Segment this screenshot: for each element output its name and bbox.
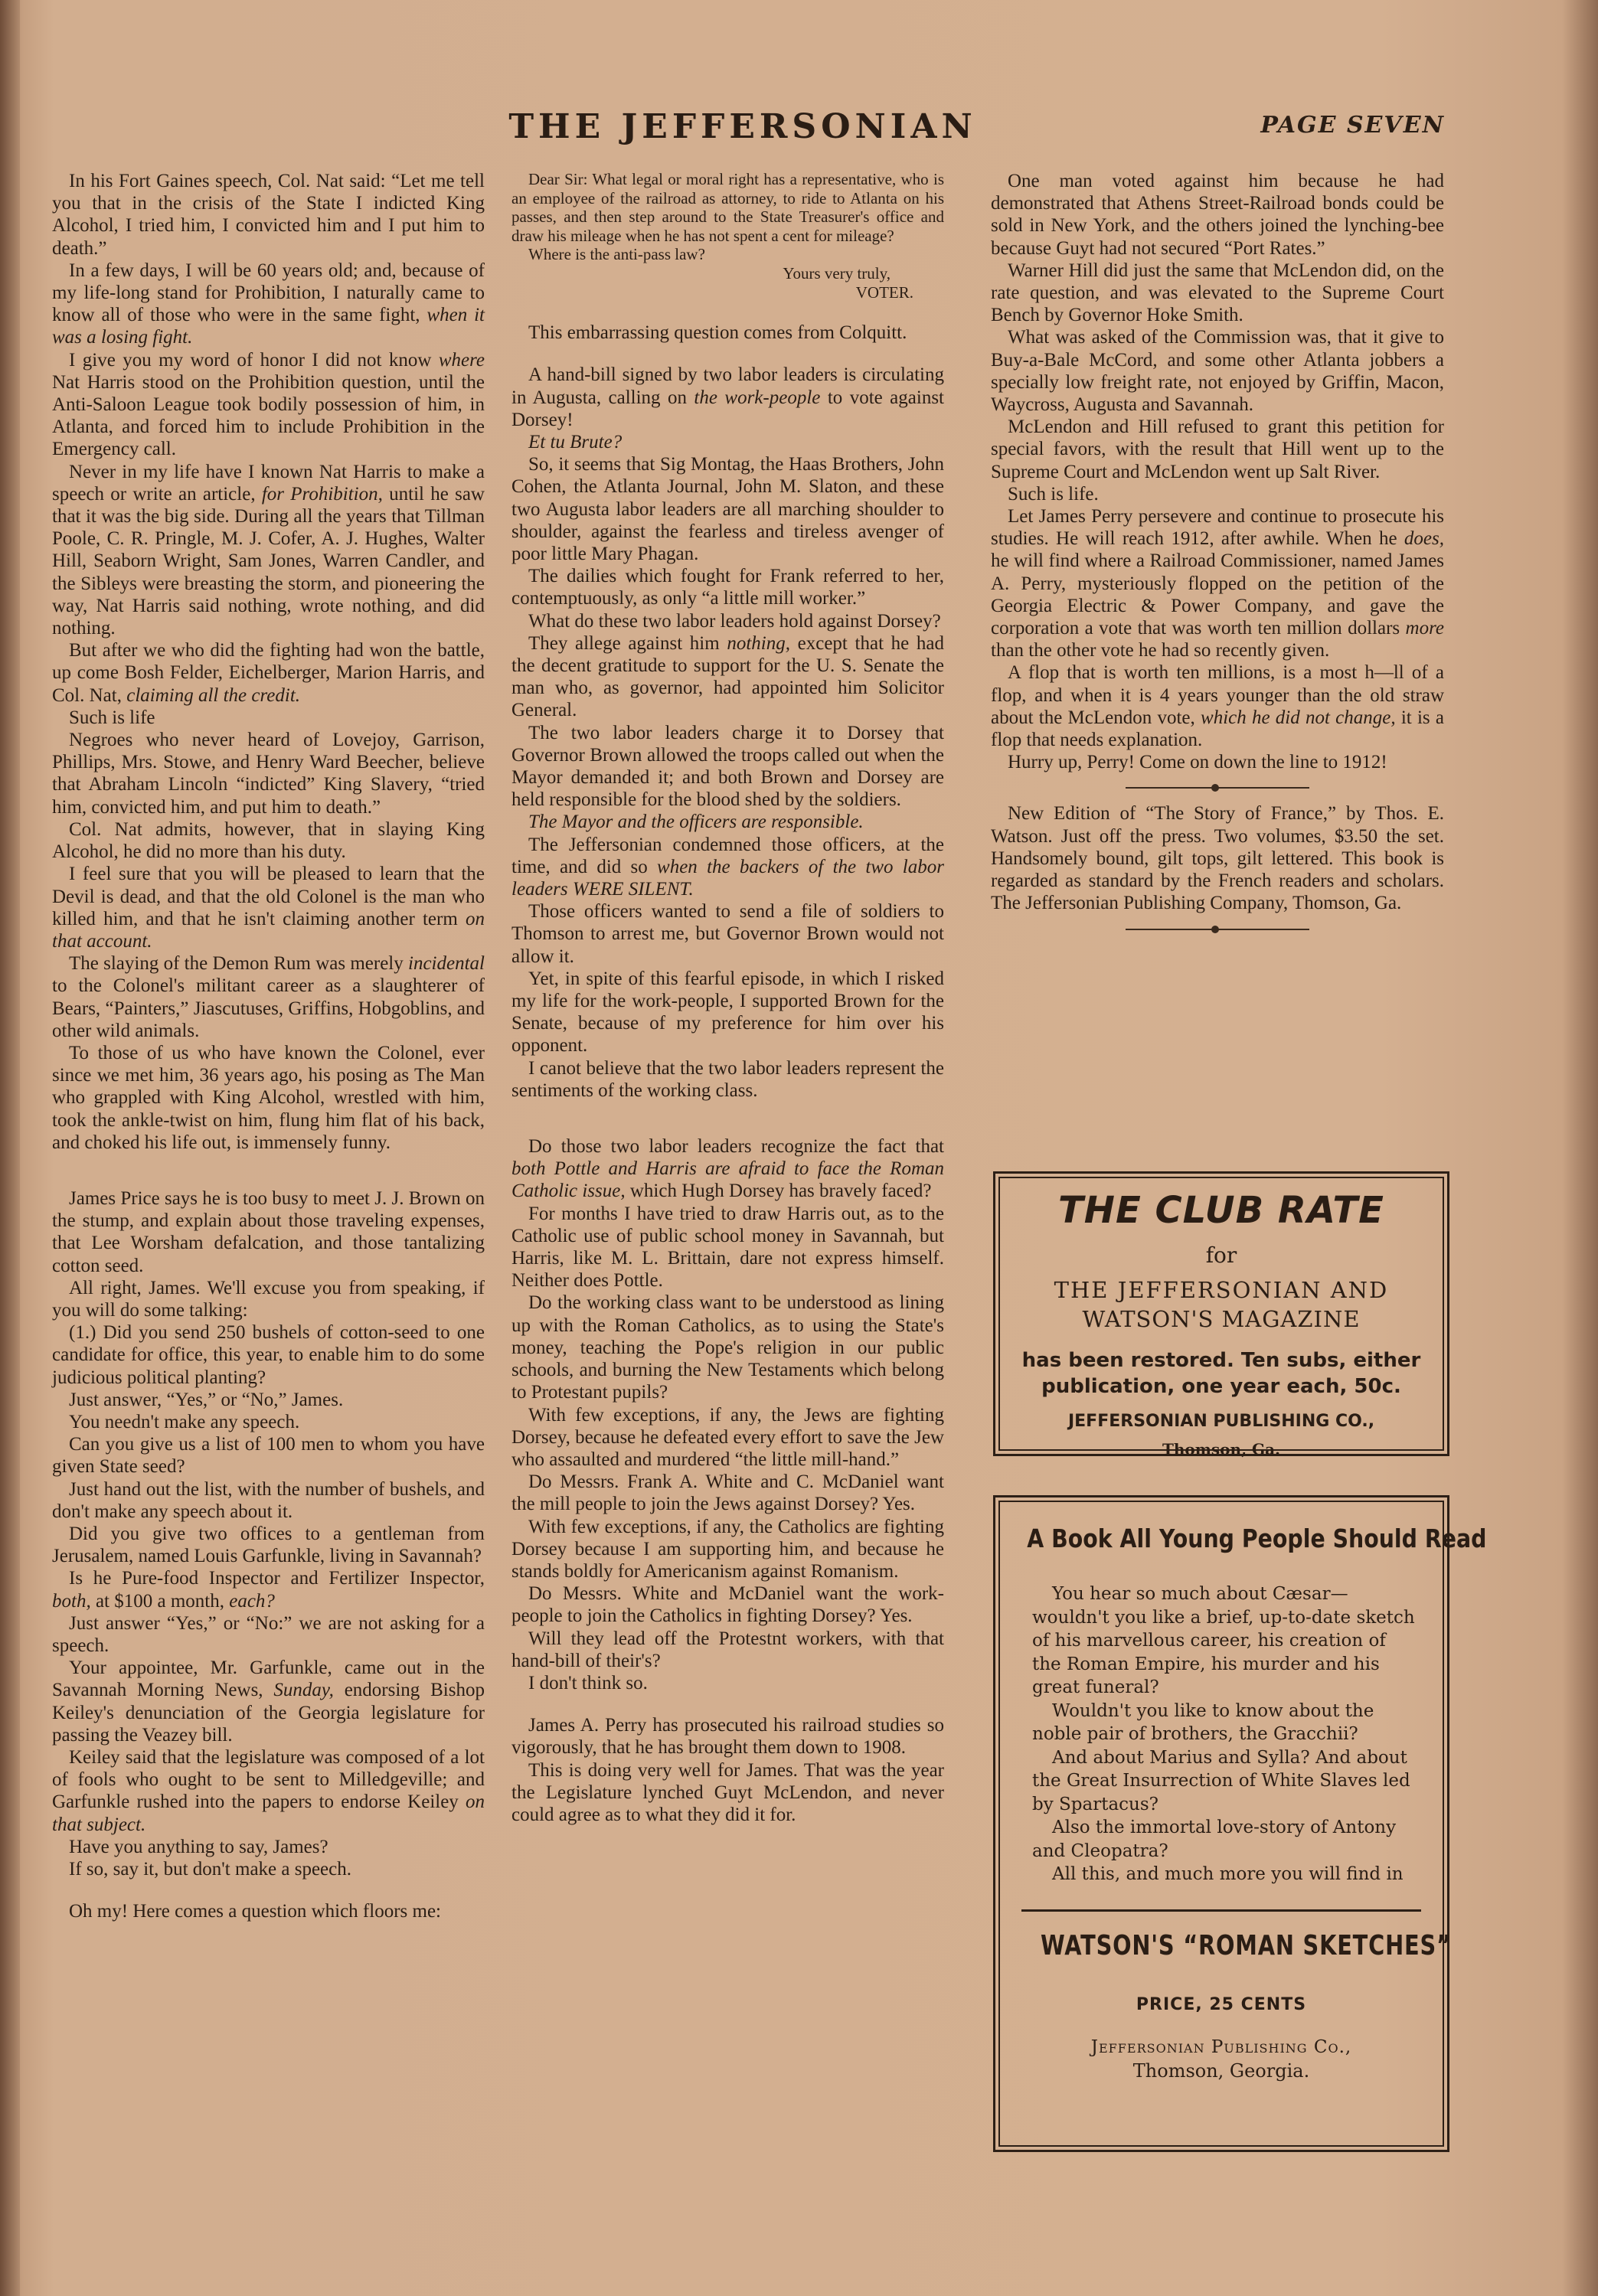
- text-run: Just answer “Yes,” or “No:” we are not asking for a speech.: [52, 1612, 485, 1656]
- text-run: Do Messrs. Frank A. White and C. McDaniel want the mill people to join the Jews against Dorsey? Yes.: [511, 1471, 944, 1515]
- masthead-title: THE JEFFERSONIAN: [508, 107, 977, 146]
- text-run: Let James Perry persevere and continue to prosecute his studies. He will reach 1912, after awhile. When he: [991, 506, 1444, 550]
- text-run: But after we who did the fighting had won the battle, up come Bosh Felder, Eichelberger, Marion Harris, and Col. Nat,: [52, 640, 485, 706]
- italic-text: both,: [52, 1590, 91, 1612]
- italic-text: for Prohibition,: [261, 483, 383, 505]
- italic-text: each?: [229, 1590, 275, 1612]
- article-paragraph: [511, 968, 944, 1057]
- text-run: A flop that is worth ten millions, is a most h—ll of a flop, and when it is 4 years younger than the old straw about the McLendon vote,: [991, 662, 1444, 728]
- club-rate-publisher: JEFFERSONIAN PUBLISHING CO.,: [1067, 1412, 1375, 1431]
- club-rate-publication-2: WATSON'S MAGAZINE: [1082, 1306, 1361, 1332]
- text-run: he will find where a Railroad Commissioner, named James A. Perry, mysteriously flopped on the petition of the Georgia Electric & Power Company, and gave the corporation a vote that was worth ten million dollars: [991, 550, 1444, 639]
- text-run: until he saw that it was the big side. During all the years that Tillman Poole, C. R. Pringle, M. J. Cofer, A. J. Hughes, Walter Hill, Seaborn Wright, Sam Jones, Warren Candler, and the Sibleys were breasting the storm, and pioneering the way, Nat Harris said nothing, wrote nothing, and did nothing.: [52, 483, 485, 639]
- text-run: Have you anything to say, James?: [69, 1836, 328, 1857]
- club-rate-title: THE CLUB RATE: [1058, 1189, 1384, 1232]
- article-paragraph: [511, 322, 944, 344]
- article-paragraph: [52, 1411, 485, 1433]
- article-paragraph: [52, 349, 485, 461]
- article-paragraph: [52, 1187, 485, 1277]
- article-paragraph: [52, 170, 485, 260]
- article-paragraph: [52, 1389, 485, 1411]
- text-run: You needn't make any speech.: [69, 1411, 300, 1432]
- text-run: I don't think so.: [528, 1672, 648, 1693]
- text-run: Hurry up, Perry! Come on down the line to 1912!: [1008, 752, 1387, 773]
- text-run: Your appointee, Mr. Garfunkle, came out in the Savannah Morning News,: [52, 1657, 485, 1701]
- text-run: than the other vote he had so recently given.: [991, 640, 1330, 661]
- article-paragraph: [511, 1714, 944, 1759]
- club-rate-for: for: [1205, 1243, 1237, 1268]
- italic-text: claiming all the credit.: [126, 684, 301, 706]
- text-run: Is he Pure-food Inspector and Fertilizer Inspector,: [69, 1568, 485, 1589]
- book-ad-rule: [1021, 1909, 1421, 1912]
- text-run: except that he had the decent gratitude to support for the U. S. Senate the man who, as governor, had appointed him Solicitor General.: [511, 632, 944, 721]
- italic-text: on that account.: [52, 908, 485, 952]
- text-run: Do Messrs. White and McDaniel want the work-people to join the Catholics in fighting Dorsey? Yes.: [511, 1583, 944, 1627]
- article-paragraph: [991, 505, 1444, 661]
- roman-sketches-advertisement: [993, 1495, 1487, 2152]
- article-paragraph: [511, 1404, 944, 1471]
- article-paragraph: [511, 1057, 944, 1102]
- text-run: With few exceptions, if any, the Jews are fighting Dorsey, because he defeated every effort to save the Jew who assaulted and murdered “the little mill-hand.”: [511, 1404, 944, 1470]
- text-run: The two labor leaders charge it to Dorsey that Governor Brown allowed the troops called out when the Mayor demanded it; and both Brown and Dorsey are held responsible for the blood shed by the soldiers.: [511, 722, 944, 811]
- column-1: [52, 170, 485, 1922]
- article-paragraph: [511, 1672, 944, 1694]
- club-rate-advertisement: [993, 1171, 1449, 1456]
- book-ad-paragraph: Wouldn't you like to know about the noble pair of brothers, the Gracchii?: [1032, 1700, 1374, 1744]
- italic-text: on that subject.: [52, 1791, 485, 1835]
- text-run: With few exceptions, if any, the Catholics are fighting Dorsey because I am supporting him, and because he stands boldly for Americanism against Romanism.: [511, 1516, 944, 1582]
- article-paragraph: [511, 431, 944, 453]
- article-paragraph: [52, 639, 485, 707]
- text-run: Just answer, “Yes,” or “No,” James.: [69, 1389, 344, 1410]
- text-run: at $100 a month,: [90, 1590, 230, 1612]
- italic-text: both Pottle and Harris are afraid to face the Roman Catholic issue,: [511, 1158, 944, 1202]
- italic-text: which he did not change,: [1201, 707, 1396, 728]
- article-paragraph: [52, 1042, 485, 1154]
- book-title: WATSON'S “ROMAN SKETCHES”: [1041, 1929, 1452, 1961]
- text-run: This embarrassing question comes from Colquitt.: [528, 322, 907, 344]
- article-paragraph: [52, 1746, 485, 1836]
- text-run: The Jeffersonian condemned those officers, at the time, and did so: [511, 834, 944, 877]
- article-paragraph: [991, 326, 1444, 416]
- article-paragraph: [511, 1203, 944, 1292]
- text-run: to the Colonel's militant career as a slaughterer of Bears, “Painters,” Jiascutuses, Griffins, Hobgoblins, and other wild animals.: [52, 975, 485, 1041]
- text-run: Will they lead off the Protestnt workers, with that hand-bill of their's?: [511, 1628, 944, 1671]
- book-ad-paragraph: You hear so much about Cæsar—wouldn't you like a brief, up-to-date sketch of his marvellous career, his creation of the Roman Empire, his murder and his great funeral?: [1032, 1584, 1415, 1697]
- article-paragraph: [511, 632, 944, 722]
- book-ad-paragraph: And about Marius and Sylla? And about the Great Insurrection of White Slaves led by Spartacus?: [1032, 1747, 1410, 1814]
- article-paragraph: [511, 834, 944, 901]
- text-run: One man voted against him because he had demonstrated that Athens Street-Railroad bonds could be sold in New York, and the others joined the lynching-bee because Guyt had not secured “Port Rates.”: [991, 171, 1444, 259]
- article-paragraph: [52, 1433, 485, 1478]
- article-paragraph: [52, 1657, 485, 1746]
- text-run: endorsing Bishop Keiley's denunciation of the Georgia legislature for passing the Veazey bill.: [52, 1680, 485, 1746]
- separator-rule: [1126, 929, 1309, 930]
- text-run: McLendon and Hill refused to grant this petition for special favors, with the result that Hill went up to the Supreme Court and McLendon went up Salt River.: [991, 416, 1444, 482]
- club-rate-publication-1: THE JEFFERSONIAN AND: [1054, 1277, 1389, 1303]
- column-2-articles: [511, 322, 944, 1826]
- article-paragraph: [52, 461, 485, 640]
- binding-edge: [0, 0, 20, 2296]
- text-run: Nat Harris stood on the Prohibition question, until the Anti-Saloon League took bodily possession of him, in Atlanta, and forced him to include Prohibition in the Emergency call.: [52, 371, 485, 460]
- article-paragraph: [511, 1759, 944, 1827]
- text-run: What do these two labor leaders hold against Dorsey?: [528, 610, 941, 632]
- text-run: This is doing very well for James. That was the year the Legislature lynched Guyt McLendon, and never could agree as to what they did it for.: [511, 1759, 944, 1825]
- text-run: A hand-bill signed by two labor leaders is circulating in Augusta, calling on: [511, 364, 944, 408]
- text-run: In his Fort Gaines speech, Col. Nat said: “Let me tell you that in the crisis of the State I indicted King Alcohol, I tried him, I convicted him and I put him to death.”: [52, 171, 485, 259]
- book-ad-paragraph: All this, and much more you will find in: [1052, 1864, 1404, 1884]
- club-rate-location: Thomson, Ga.: [1162, 1440, 1280, 1458]
- story-of-france-notice: New Edition of “The Story of France,” by Thos. E. Watson. Just off the press. Two volumes, $3.50 the set. Handsomely bound, gilt tops, gilt lettered. This book is regarded as standard by the French readers and scholars. The Jeffersonian Publishing Company, Thomson, Ga.: [991, 803, 1444, 914]
- text-run: Keiley said that the legislature was composed of a lot of fools who ought to be sent to Milledgeville; and Garfunkle rushed into the papers to endorse Keiley: [52, 1747, 485, 1813]
- page-number: PAGE SEVEN: [1260, 112, 1445, 139]
- reader-letter: [511, 170, 944, 302]
- text-run: So, it seems that Sig Montag, the Haas Brothers, John Cohen, the Atlanta Journal, John M. Slaton, and these two Augusta labor leaders are all marching shoulder to shoulder, against the fearless and tireless avenger of poor little Mary Phagan.: [511, 454, 944, 564]
- article-paragraph: [511, 1582, 944, 1627]
- text-run: which Hugh Dorsey has bravely faced?: [625, 1181, 932, 1202]
- article-paragraph: [52, 1836, 485, 1858]
- book-ad-paragraph: Also the immortal love-story of Antony and Cleopatra?: [1032, 1818, 1397, 1861]
- text-run: Those officers wanted to send a file of soldiers to Thomson to arrest me, but Governor Brown would not allow it.: [511, 901, 944, 967]
- separator-dot: [1211, 926, 1219, 933]
- book-publisher-location: Thomson, Georgia.: [1132, 2059, 1310, 2082]
- column-2: [511, 170, 944, 1826]
- text-run: To those of us who have known the Colonel, ever since we met him, 36 years ago, his posing as The Man who grappled with King Alcohol, wrestled with him, took the ankle-twist on him, flung him flat of his back, and choked his life out, is immensely funny.: [52, 1042, 485, 1153]
- text-run: Yet, in spite of this fearful episode, in which I risked my life for the work-people, I supported Brown for the Senate, because of my preference for him over his opponent.: [511, 968, 944, 1057]
- article-paragraph: [52, 1321, 485, 1389]
- text-run: All right, James. We'll excuse you from speaking, if you will do some talking:: [52, 1277, 485, 1321]
- article-paragraph: [511, 722, 944, 812]
- book-ad-body: [995, 1582, 1447, 1886]
- text-run: Do those two labor leaders recognize the fact that: [528, 1136, 944, 1158]
- article-paragraph: [511, 610, 944, 632]
- article-paragraph: [991, 751, 1444, 773]
- article-paragraph: [52, 1478, 485, 1523]
- article-paragraph: [511, 900, 944, 968]
- text-run: (1.) Did you send 250 bushels of cotton-seed to one candidate for office, this year, to enable him to do some judicious political planting?: [52, 1322, 485, 1388]
- club-rate-offer: has been restored. Ten subs, either publication, one year each, 50c.: [1021, 1349, 1421, 1398]
- book-ad-title: A Book All Young People Should Read: [1027, 1524, 1487, 1553]
- text-run: it is a flop that needs explanation.: [991, 707, 1444, 751]
- article-paragraph: [991, 483, 1444, 505]
- letter-signer: VOTER.: [855, 283, 913, 302]
- article-paragraph: [991, 661, 1444, 751]
- article-paragraph: [511, 1516, 944, 1583]
- article-paragraph: [991, 260, 1444, 327]
- text-run: Col. Nat admits, however, that in slaying King Alcohol, he did no more than his duty.: [52, 818, 485, 863]
- article-paragraph: [52, 1858, 485, 1880]
- italic-text: nothing,: [727, 632, 790, 654]
- text-run: The dailies which fought for Frank referred to her, contemptuously, as only “a little mill worker.”: [511, 566, 944, 609]
- article-paragraph: [511, 565, 944, 609]
- text-run: Just hand out the list, with the number of bushels, and don't make any speech about it.: [52, 1478, 485, 1522]
- article-paragraph: [52, 1523, 485, 1567]
- article-paragraph: [52, 1277, 485, 1321]
- article-paragraph: [511, 1135, 944, 1203]
- text-run: Do the working class want to be understood as lining up with the Roman Catholics, as to using the State's money, teaching the Pope's religion in our public schools, and burning the New Testaments which belong to Protestant pupils?: [511, 1292, 944, 1403]
- italic-text: when the backers of the two labor leaders WERE SILENT.: [511, 856, 944, 900]
- text-run: James Price says he is too busy to meet J. J. Brown on the stump, and explain about those traveling expenses, that Lee Worsham defalcation, and those tantalizing cotton seed.: [52, 1187, 485, 1276]
- text-run: I feel sure that you will be pleased to learn that the Devil is dead, and that the old Colonel is the man who killed him, and that he isn't claiming another term: [52, 864, 485, 929]
- article-paragraph: [52, 818, 485, 863]
- text-run: Can you give us a list of 100 men to whom you have given State seed?: [52, 1434, 485, 1478]
- article-paragraph: [52, 952, 485, 1042]
- article-paragraph: [52, 863, 485, 952]
- text-run: James A. Perry has prosecuted his railroad studies so vigorously, that he has brought them down to 1908.: [511, 1715, 944, 1759]
- letter-body: Dear Sir: What legal or moral right has a representative, who is an employee of the railroad as attorney, to ride to Atlanta on his passes, and then step around to the State Treasurer's office and draw his mileage when he has not spent a cent for mileage?: [511, 170, 944, 245]
- article-paragraph: [52, 707, 485, 729]
- book-price: PRICE, 25 CENTS: [1136, 1994, 1307, 2014]
- text-run: I canot believe that the two labor leaders represent the sentiments of the working class.: [511, 1057, 944, 1101]
- italic-text: The Mayor and the officers are responsible.: [528, 812, 864, 833]
- italic-text: where: [438, 349, 485, 371]
- text-run: Such is life: [69, 707, 155, 728]
- article-paragraph: [511, 1628, 944, 1672]
- text-run: In a few days, I will be 60 years old; and, because of my life-long stand for Prohibition, I naturally came to know all of those who were in the same fight,: [52, 260, 485, 326]
- article-paragraph: [52, 1567, 485, 1612]
- letter-question: Where is the anti-pass law?: [528, 245, 705, 264]
- separator-rule: [1126, 787, 1309, 789]
- text-run: Never in my life have I known Nat Harris to make a speech or write an article,: [52, 461, 485, 505]
- italic-text: the work-people: [694, 387, 821, 408]
- text-run: Did you give two offices to a gentleman from Jerusalem, named Louis Garfunkle, living in Savannah?: [52, 1523, 485, 1567]
- column-3: [991, 170, 1444, 944]
- text-run: For months I have tried to draw Harris out, as to the Catholic use of public school money in Savannah, but Harris, like M. L. Brittain, dare not express himself. Neither does Pottle.: [511, 1203, 944, 1292]
- italic-text: when it was a losing fight.: [52, 305, 485, 348]
- text-run: Such is life.: [1008, 483, 1099, 505]
- article-paragraph: [52, 1612, 485, 1657]
- article-paragraph: [511, 453, 944, 565]
- text-run: to vote against Dorsey!: [511, 387, 944, 430]
- separator-dot: [1211, 784, 1219, 792]
- italic-text: more: [1405, 618, 1444, 639]
- text-run: The slaying of the Demon Rum was merely: [69, 953, 409, 975]
- article-paragraph: [511, 364, 944, 431]
- article-paragraph: [511, 1292, 944, 1403]
- article-paragraph: [991, 416, 1444, 483]
- text-run: Negroes who never heard of Lovejoy, Garrison, Phillips, Mrs. Stowe, and Henry Ward Beecher, believe that Abraham Lincoln “indicted” King Slavery, “tried him, convicted him, and put him to death.”: [52, 730, 485, 818]
- italic-text: does,: [1404, 528, 1444, 550]
- text-run: I give you my word of honor I did not know: [69, 349, 439, 371]
- article-paragraph: [991, 170, 1444, 260]
- text-run: If so, say it, but don't make a speech.: [69, 1859, 351, 1880]
- text-run: Oh my! Here comes a question which floors me:: [69, 1901, 441, 1922]
- article-paragraph: [511, 811, 944, 833]
- book-publisher: Jeffersonian Publishing Co.,: [1090, 2036, 1352, 2057]
- article-paragraph: [511, 1471, 944, 1515]
- text-run: They allege against him: [528, 632, 727, 654]
- article-paragraph: [52, 260, 485, 349]
- italic-text: Et tu Brute?: [528, 431, 623, 452]
- column-3-articles: [991, 170, 1444, 773]
- italic-text: incidental: [408, 953, 485, 975]
- article-paragraph: [52, 729, 485, 818]
- article-paragraph: [52, 1900, 485, 1922]
- text-run: Warner Hill did just the same that McLendon did, on the rate question, and was elevated to the Supreme Court Bench by Governor Hoke Smith.: [991, 260, 1444, 326]
- text-run: What was asked of the Commission was, that it give to Buy-a-Bale McCord, and some other Atlanta jobbers a specially low freight rate, not enjoyed by Griffin, Macon, Waycross, Augusta and Savannah.: [991, 327, 1444, 416]
- letter-closing: Yours very truly,: [783, 263, 891, 283]
- italic-text: Sunday,: [273, 1680, 334, 1701]
